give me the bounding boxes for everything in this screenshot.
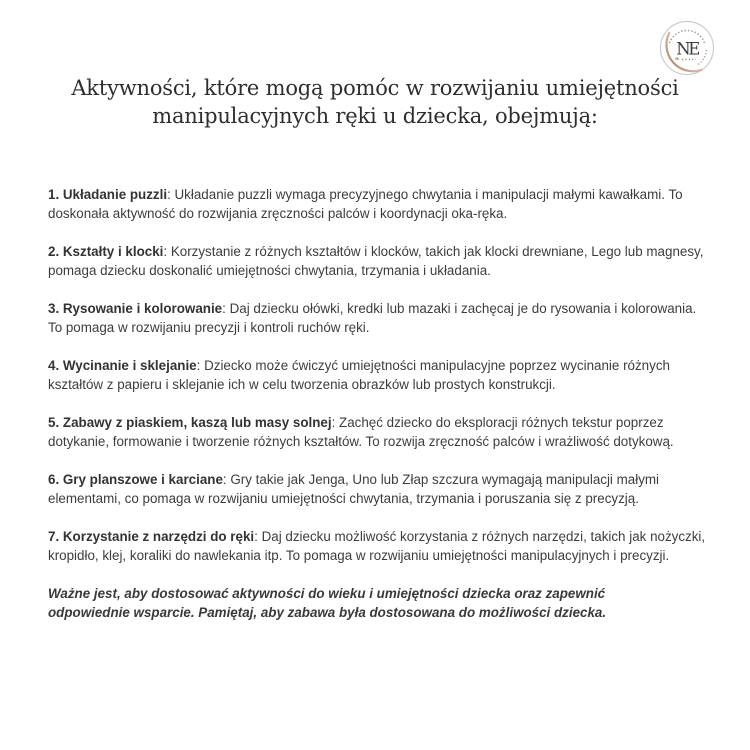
page-title-text: Aktywności, które mogą pomóc w rozwijaniu umiejętności manipulacyjnych ręki u dziecka, obejmują: bbox=[71, 76, 679, 128]
list-item-5 bbox=[48, 414, 712, 451]
item-text: Daj dziecku ołówki, kredki lub mazaki i zachęcaj je do rysowania i kolorowania. To pomaga w rozwijaniu precyzji i kontroli ruchów ręki. bbox=[48, 301, 697, 335]
item-label: 7. Korzystanie z narzędzi do ręki bbox=[48, 529, 255, 544]
label-separator: : bbox=[167, 187, 175, 202]
item-text: Daj dziecku możliwość korzystania z różnych narzędzi, takich jak nożyczki, kropidło, klej, koraliki do nawlekania itp. To pomaga w rozwijaniu umiejętności manipulacyjnych i precyzji. bbox=[48, 529, 706, 563]
item-text: Korzystanie z różnych kształtów i klocków, takich jak klocki drewniane, Lego lub magnesy, pomaga dziecku doskonalić umiejętności chwytania, trzymania i układania. bbox=[48, 244, 704, 278]
list-item-6 bbox=[48, 471, 712, 508]
logo-monogram: NE bbox=[676, 39, 698, 59]
label-separator: : bbox=[196, 358, 205, 373]
item-text: Gry takie jak Jenga, Uno lub Złap szczura wymagają manipulacji małymi elementami, co pomaga w rozwijaniu umiejętności chwytania, trzymania i poruszania się z precyzją. bbox=[48, 472, 660, 506]
item-label: 4. Wycinanie i sklejanie bbox=[48, 358, 197, 373]
list-item-3 bbox=[48, 300, 712, 337]
item-text: Zachęć dziecko do eksploracji różnych tekstur poprzez dotykanie, formowanie i tworzenie różnych kształtów. To rozwija zręczność palców i wrażliwość dotykową. bbox=[48, 415, 674, 449]
label-separator: : bbox=[254, 529, 262, 544]
closing-note-line1: Ważne jest, aby dostosować aktywności do wieku i umiejętności dziecka oraz zapewnić bbox=[48, 586, 606, 601]
label-separator: : bbox=[163, 244, 171, 259]
label-separator: : bbox=[222, 472, 231, 487]
list-item-1 bbox=[48, 186, 712, 223]
activities-list bbox=[48, 186, 712, 620]
list-item-7 bbox=[48, 528, 712, 565]
closing-note-line2: odpowiednie wsparcie. Pamiętaj, aby zabawa była dostosowana do możliwości dziecka. bbox=[48, 604, 607, 620]
brand-logo bbox=[656, 17, 718, 79]
label-separator: : bbox=[222, 301, 230, 316]
item-label: 1. Układanie puzzli bbox=[48, 187, 168, 202]
item-label: 5. Zabawy z piaskiem, kaszą lub masy solnej bbox=[48, 415, 332, 430]
logo-leaf-icon: ❧ bbox=[674, 56, 680, 63]
page-title bbox=[0, 74, 750, 130]
item-text: Dziecko może ćwiczyć umiejętności manipulacyjne poprzez wycinanie różnych kształtów z papieru i sklejanie ich w celu tworzenia obrazków lub prostych konstrukcji. bbox=[48, 358, 670, 392]
item-label: 3. Rysowanie i kolorowanie bbox=[48, 301, 223, 316]
label-separator: : bbox=[331, 415, 340, 430]
closing-note-clipped-line bbox=[48, 604, 712, 620]
item-label: 6. Gry planszowe i karciane bbox=[48, 472, 223, 487]
item-text: Układanie puzzli wymaga precyzyjnego chwytania i manipulacji małymi kawałkami. To doskonała aktywność do rozwijania zręczności palców i koordynacji oka-ręka. bbox=[48, 187, 683, 221]
item-label: 2. Kształty i klocki bbox=[48, 244, 164, 259]
list-item-4 bbox=[48, 357, 712, 394]
brand-logo-emblem bbox=[656, 17, 718, 79]
list-item-2 bbox=[48, 243, 712, 280]
